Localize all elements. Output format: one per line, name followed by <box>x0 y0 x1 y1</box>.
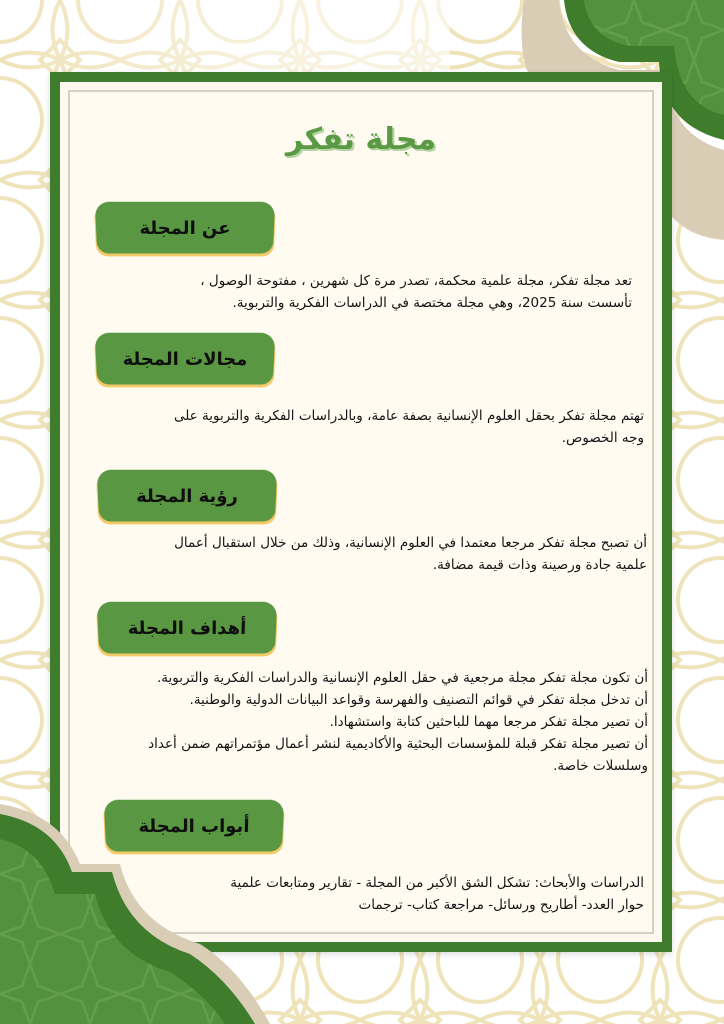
section-body-goals <box>148 667 648 777</box>
text-line: علمية جادة ورصينة وذات قيمة مضافة. <box>432 557 647 573</box>
text-line: أن تكون مجلة تفكر مجلة مرجعية في حقل العلوم الإنسانية والدراسات الفكرية والتربوية. <box>156 670 648 686</box>
text-line: الدراسات والأبحاث: تشكل الشق الأكبر من المجلة - تقارير ومتابعات علمية <box>230 875 644 891</box>
text-line: وجه الخصوص. <box>561 430 644 446</box>
section-body-sections <box>230 872 644 916</box>
section-heading-about <box>95 202 275 254</box>
text-line: تهتم مجلة تفكر بحقل العلوم الإنسانية بصفة عامة، وبالدراسات الفكرية والتربوية على <box>173 408 644 424</box>
text-line: حوار العدد- أطاريح ورسائل- مراجعة كتاب- ترجمات <box>358 897 644 913</box>
text-line: تعد مجلة تفكر، مجلة علمية محكمة، تصدر مرة كل شهرين ، مفتوحة الوصول ، <box>200 273 632 289</box>
section-heading-vision <box>97 470 277 522</box>
heading-text: مجالات المجلة <box>122 348 248 370</box>
section-heading-sections <box>104 800 284 852</box>
text-line: وسلسلات خاصة. <box>553 758 648 774</box>
journal-title: مجلة تفكر <box>285 122 437 157</box>
text-line: أن تصير مجلة تفكر مرجعا مهما للباحثين كتابة واستشهادا. <box>329 714 648 730</box>
section-heading-goals <box>97 602 277 654</box>
text-line: أن تصير مجلة تفكر قبلة للمؤسسات البحثية والأكاديمية لنشر أعمال مؤتمراتهم ضمن أعداد <box>148 736 648 752</box>
text-line: أن تصبح مجلة تفكر مرجعا معتمدا في العلوم الإنسانية، وذلك من خلال استقبال أعمال <box>174 535 647 551</box>
text-line: أن تدخل مجلة تفكر في قوائم التصنيف والفهرسة وقواعد البيانات الدولية والوطنية. <box>189 692 648 708</box>
section-body-about <box>200 270 632 314</box>
section-heading-scope <box>95 333 275 385</box>
section-body-vision <box>174 532 647 576</box>
text-line: تأسست سنة 2025، وهي مجلة مختصة في الدراسات الفكرية والتربوية. <box>232 295 632 311</box>
heading-text: أهداف المجلة <box>127 617 247 639</box>
heading-text: عن المجلة <box>139 217 231 239</box>
heading-text: رؤية المجلة <box>135 485 239 507</box>
heading-text: أبواب المجلة <box>138 815 250 837</box>
section-body-scope <box>174 405 644 449</box>
journal-content <box>50 72 672 952</box>
